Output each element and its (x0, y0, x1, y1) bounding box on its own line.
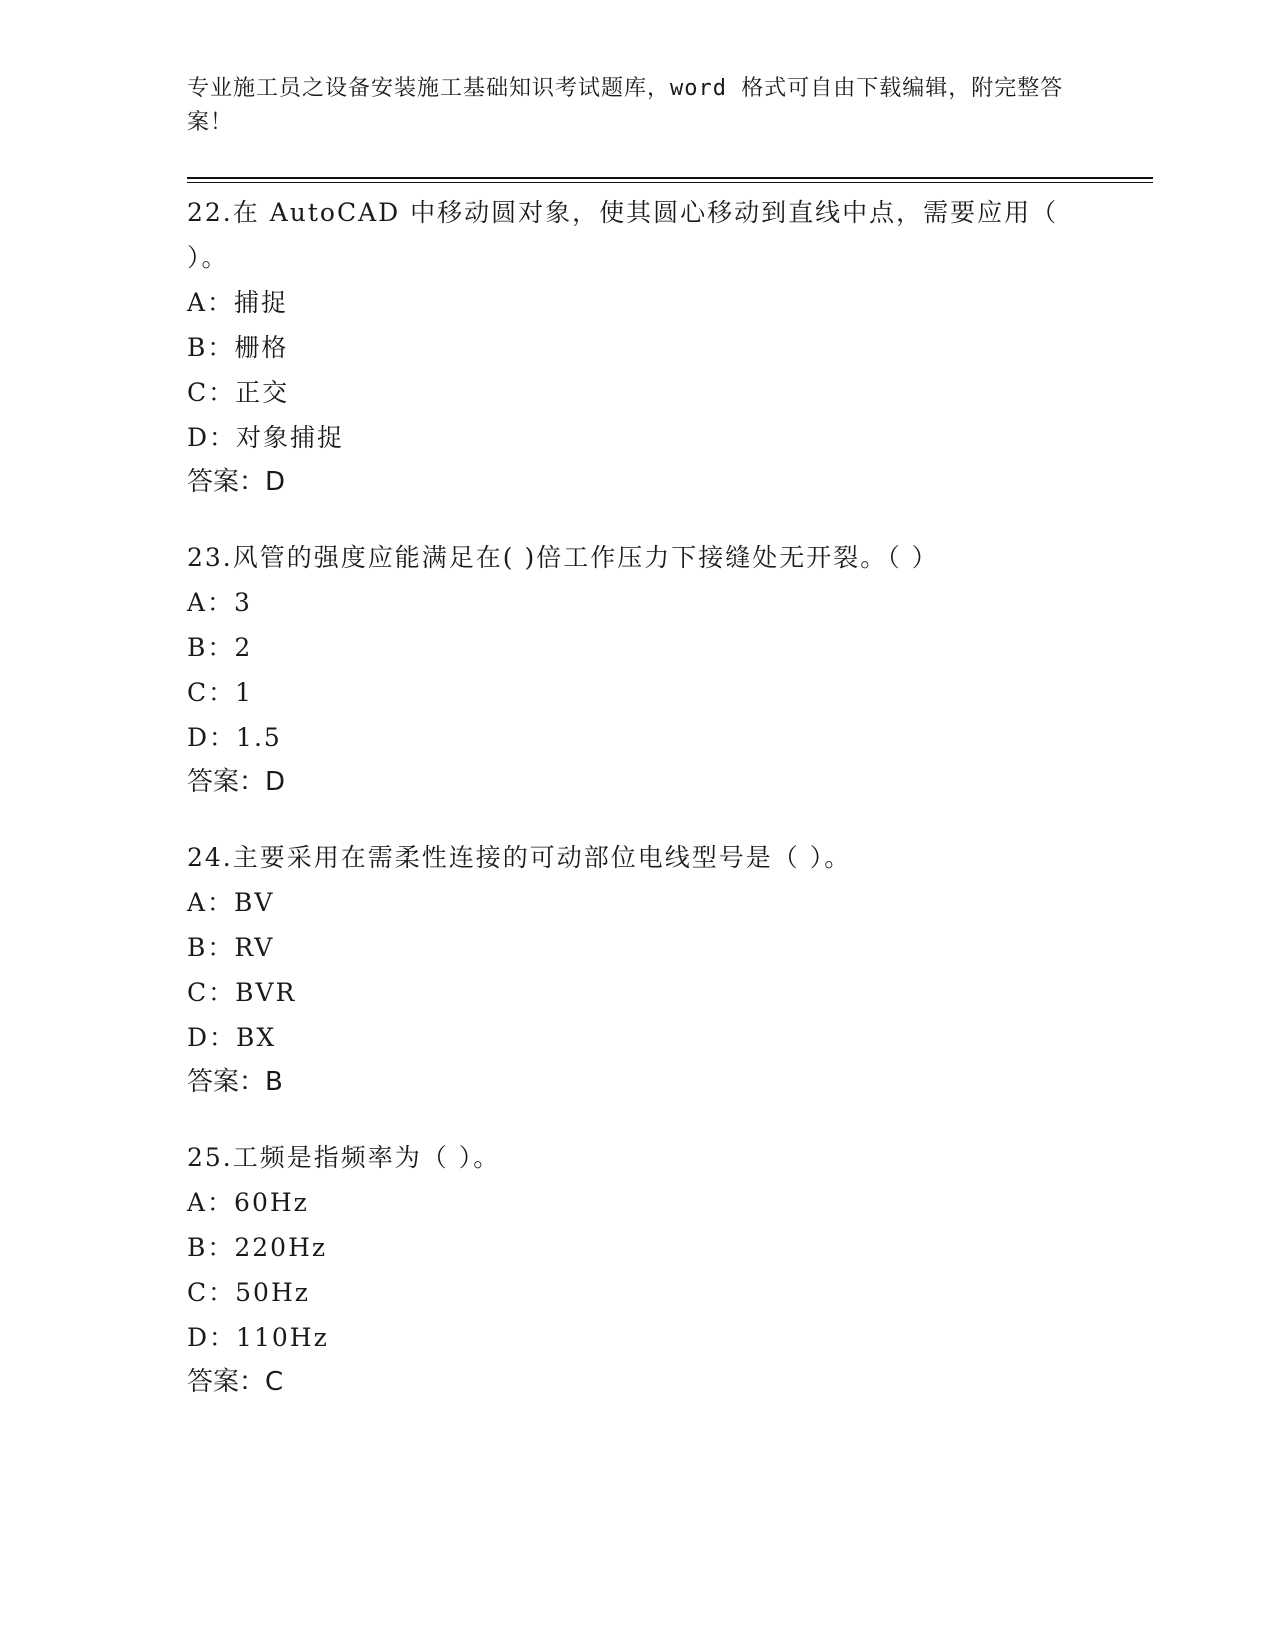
header-divider-thick (187, 177, 1153, 179)
question-stem: 22.在 AutoCAD 中移动圆对象，使其圆心移动到直线中点，需要应用（ ）。 (187, 198, 1059, 272)
question-25 (187, 1135, 1107, 1405)
question-stem: 25.工频是指频率为（ ）。 (187, 1143, 501, 1172)
option-b: B：RV (187, 933, 275, 962)
question-24 (187, 835, 1107, 1105)
page-header: 专业施工员之设备安装施工基础知识考试题库，word 格式可自由下载编辑，附完整答案！ (187, 76, 1064, 135)
option-c: C：1 (187, 678, 254, 707)
option-d: D：1.5 (187, 723, 282, 752)
answer-label: 答案：D (187, 767, 286, 797)
question-stem: 24.主要采用在需柔性连接的可动部位电线型号是（ ）。 (187, 843, 852, 872)
answer-label: 答案：C (187, 1367, 284, 1397)
option-b: B：栅格 (187, 333, 289, 362)
option-b: B：2 (187, 633, 253, 662)
option-c: C：BVR (187, 978, 297, 1007)
option-c: C：50Hz (187, 1278, 310, 1307)
option-a: A：捕捉 (187, 288, 289, 317)
option-b: B：220Hz (187, 1233, 328, 1262)
option-a: A：60Hz (187, 1188, 309, 1217)
question-stem: 23.风管的强度应能满足在( )倍工作压力下接缝处无开裂。（ ） (187, 543, 939, 572)
option-c: C：正交 (187, 378, 290, 407)
option-d: D：110Hz (187, 1323, 329, 1352)
question-23 (187, 535, 1107, 805)
option-a: A：BV (187, 888, 275, 917)
answer-label: 答案：B (187, 1067, 283, 1097)
option-d: D：BX (187, 1023, 277, 1052)
option-d: D：对象捕捉 (187, 423, 345, 452)
answer-label: 答案：D (187, 467, 286, 497)
question-22 (187, 190, 1107, 505)
header-divider-thin (187, 182, 1153, 183)
option-a: A：3 (187, 588, 252, 617)
question-list (187, 190, 1107, 1435)
